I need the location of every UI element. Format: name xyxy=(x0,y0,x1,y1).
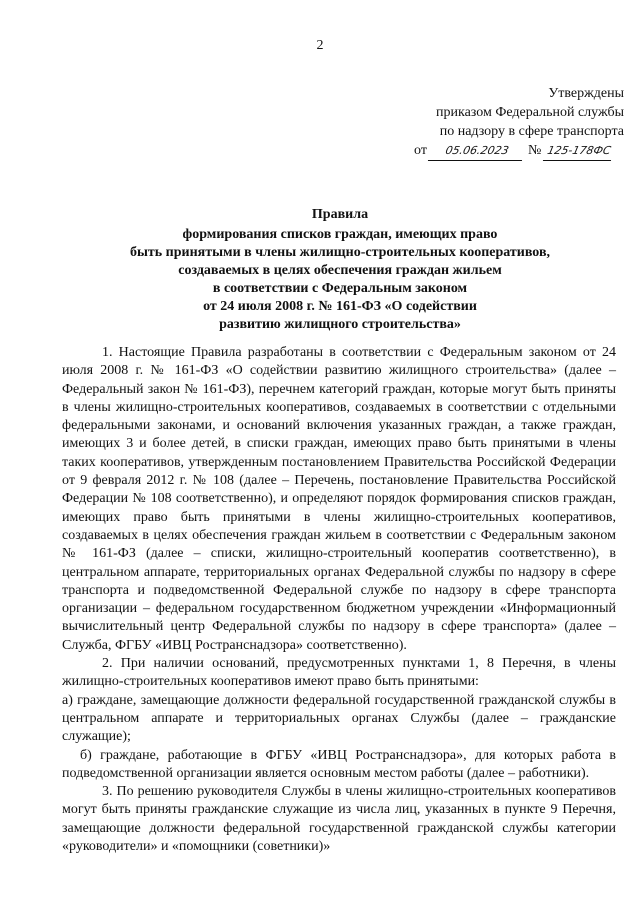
approval-block xyxy=(392,84,624,161)
title-line: в соответствии с Федеральным законом xyxy=(212,281,468,296)
page-number: 2 xyxy=(316,38,324,53)
approval-line-1: Утверждены xyxy=(548,86,624,101)
paragraph-1: 1. Настоящие Правила разработаны в соответствии с Федеральным законом от 24 июля 2008 г. № 161-ФЗ «О содействии развитию жилищного строительства» (далее – Федеральный закон № 161-ФЗ), перечнем категорий граждан, которые могут быть приняты в члены жилищно-строительных кооперативов, создаваемых в соответствии с отдельными федеральными законами, и оснований включения указанных граждан, а также граждан, имеющих 3 и более детей, в списки граждан, имеющих право быть принятыми в члены таких кооперативов, утвержденным постановлением Правительства Российской Федерации от 9 февраля 2012 г. № 108 (далее – Перечень, постановление Правительства Российской Федерации № 108 соответственно), и определяют порядок формирования списков граждан, имеющих право быть принятыми в члены жилищно-строительных кооперативов, создаваемых в целях обеспечения граждан жильем в соответствии с Федеральным законом № 161-ФЗ (далее – списки, жилищно-строительный кооператив соответственно), в центральном аппарате, территориальных органах Федеральной службы по надзору в сфере транспорта и подведомственной Федеральной службе по надзору в сфере транспорта организации – федеральном государственном бюджетном учреждении «Информационный вычислительный центр Федеральной службы по надзору в сфере транспорта» (далее – Служба, ФГБУ «ИВЦ Ространснадзора» соответственно). xyxy=(62,345,616,653)
handwritten-number: 125-178ФС xyxy=(543,141,615,161)
document-body xyxy=(62,344,616,856)
handwritten-date: 05.06.2023 xyxy=(428,141,526,161)
title-line: развитию жилищного строительства» xyxy=(219,317,461,332)
number-prefix: № xyxy=(527,143,542,158)
paragraph-3: 3. По решению руководителя Службы в члены жилищно-строительных кооперативов могут быть приняты гражданские служащие из числа лиц, указанных в пункте 9 Перечня, замещающие должности федеральной государственной гражданской службы категории «руководители» и «помощники (советники)» xyxy=(62,784,616,855)
document-title xyxy=(60,206,620,334)
date-prefix: от xyxy=(414,143,427,158)
approval-line-2: приказом Федеральной службы xyxy=(436,105,624,120)
title-line: от 24 июля 2008 г. № 161-ФЗ «О содействии xyxy=(203,299,477,314)
paragraph-2-item-b: б) граждане, работающие в ФГБУ «ИВЦ Ространснадзора», для которых работа в подведомственной организации является основным местом работы (далее – работники). xyxy=(62,747,616,781)
title-heading: Правила xyxy=(311,207,369,222)
paragraph-2-item-a: а) граждане, замещающие должности федеральной государственной гражданской службы в центральном аппарате и территориальных органах Службы (далее – гражданские служащие); xyxy=(62,692,616,745)
approval-date-line xyxy=(392,141,624,161)
title-line: быть принятыми в члены жилищно-строительных кооперативов, xyxy=(129,245,551,260)
title-line: создаваемых в целях обеспечения граждан жильем xyxy=(178,263,502,278)
title-line: формирования списков граждан, имеющих право xyxy=(182,227,498,242)
approval-line-3: по надзору в сфере транспорта xyxy=(439,124,624,139)
paragraph-2: 2. При наличии оснований, предусмотренных пунктами 1, 8 Перечня, в члены жилищно-строительных кооперативов имеют право быть принятыми: xyxy=(62,656,616,690)
